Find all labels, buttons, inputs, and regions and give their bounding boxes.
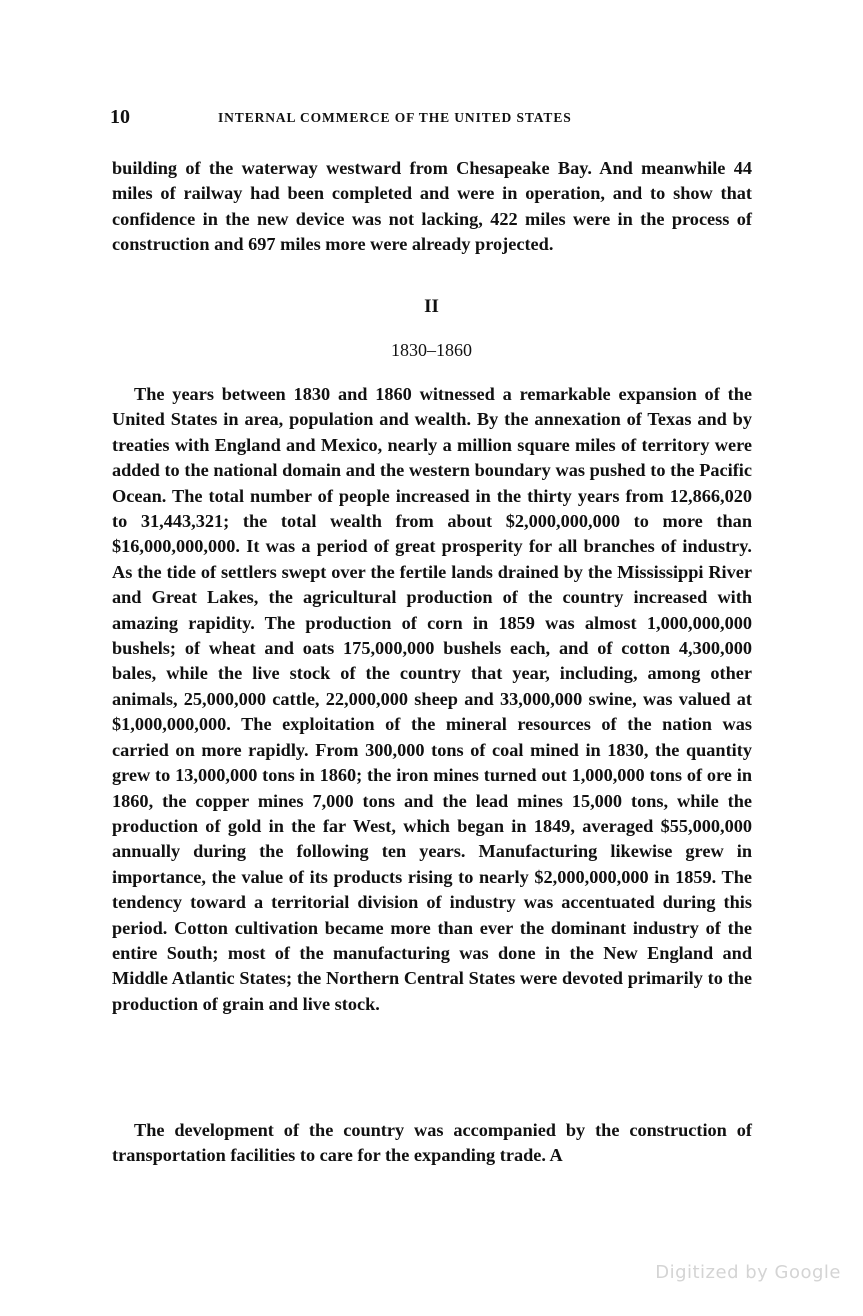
page-number: 10 <box>110 106 130 128</box>
digitized-watermark: Digitized by Google <box>655 1262 841 1283</box>
paragraph-expansion: The years between 1830 and 1860 witnessed a remarkable expansion of the United States in area, population and wealth. By the annexation of Texas and by treaties with England and Mexico, nearly a million square miles of territory were added to the national domain and the western boundary was pushed to the Pacific Ocean. The total number of people increased in the thirty years from 12,866,020 to 31,443,321; the total wealth from about $2,000,000,000 to more than $16,000,000,000. It was a period of great prosperity for all branches of industry. As the tide of settlers swept over the fertile lands drained by the Mississippi River and Great Lakes, the agricultural production of the country increased with amazing rapidity. The production of corn in 1859 was almost 1,000,000,000 bushels; of wheat and oats 175,000,000 bushels each, and of cotton 4,300,000 bales, while the live stock of the country that year, including, among other animals, 25,000,000 cattle, 22,000,000 sheep and 33,000,000 swine, was valued at $1,000,000,000. The exploitation of the mineral resources of the nation was carried on more rapidly. From 300,000 tons of coal mined in 1830, the quantity grew to 13,000,000 tons in 1860; the iron mines turned out 1,000,000 tons of ore in 1860, the copper mines 7,000 tons and the lead mines 15,000 tons, while the production of gold in the far West, which began in 1849, averaged $55,000,000 annually during the following ten years. Manufacturing likewise grew in importance, the value of its products rising to nearly $2,000,000,000 in 1859. The tendency toward a territorial division of industry was accentuated during this period. Cotton cultivation became more than ever the dominant industry of the entire South; most of the manufacturing was done in the New England and Middle Atlantic States; the Northern Central States were devoted primarily to the production of grain and live stock. <box>112 384 752 1014</box>
running-head: INTERNAL COMMERCE OF THE UNITED STATES <box>218 110 572 125</box>
section-dates: 1830–1860 <box>391 340 472 360</box>
section-numeral: II <box>424 296 439 317</box>
paragraph-continuation: building of the waterway westward from Chesapeake Bay. And meanwhile 44 miles of railway had been completed and were in operation, and to show that confidence in the new device was not lacking, 422 miles were in the process of construction and 697 miles more were already projected. <box>112 158 752 255</box>
paragraph-transportation: The development of the country was accompanied by the construction of transportation facilities to care for the expanding trade. A <box>112 1120 752 1166</box>
